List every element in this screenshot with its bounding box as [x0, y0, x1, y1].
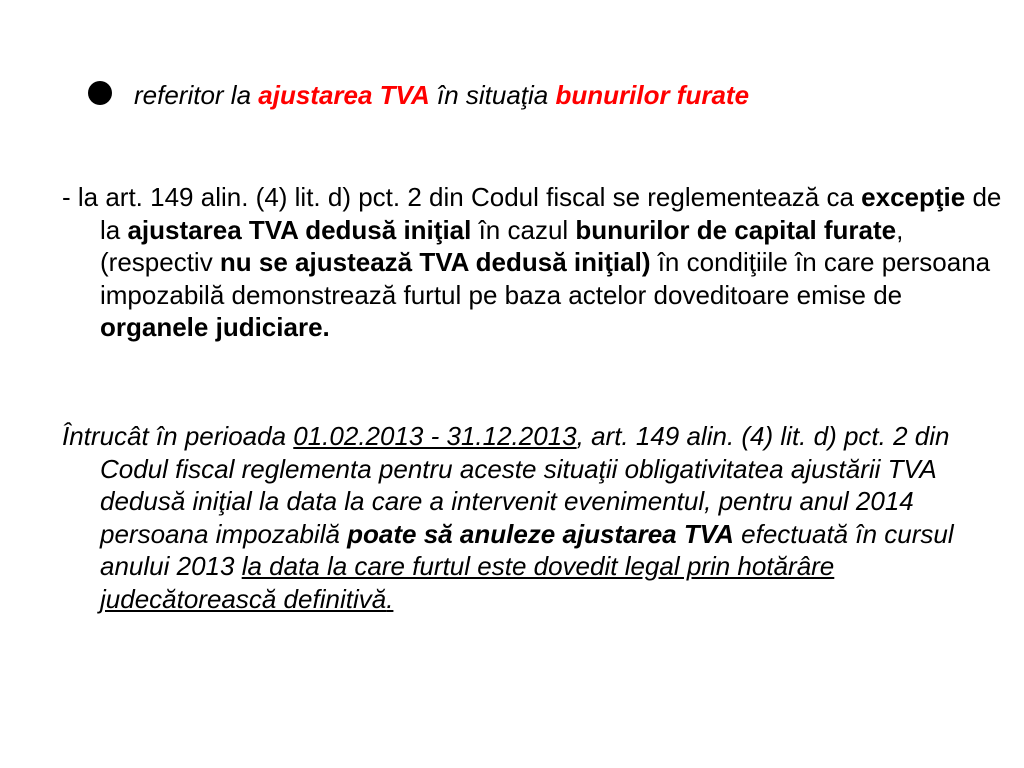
slide-title	[88, 78, 749, 112]
p2-period-dates: 01.02.2013 - 31.12.2013	[293, 421, 577, 451]
title-text-1: referitor la	[134, 80, 259, 110]
p1-text-2: de la	[100, 182, 1002, 245]
p1-bold-3: bunurilor de capital furate	[575, 214, 897, 245]
p1-text-3: în cazul	[471, 214, 576, 245]
paragraph-exception	[62, 181, 1005, 344]
p1-text-5: în condiţiile în care persoana impozabilă demonstrează furtul pe baza actelor doveditoare emise de	[100, 247, 991, 310]
p1-bold-1: excepţie	[861, 182, 966, 212]
p2-underlined-clause: la data la care furtul este dovedit legal prin hotărâre judecătorească definitivă	[100, 551, 835, 614]
title-text-2: în situaţia	[429, 80, 556, 110]
p2-bold-1: poate să anuleze ajustarea TVA	[347, 518, 734, 549]
bullet-icon	[88, 81, 112, 105]
p2-text-1: Întrucât în perioada	[62, 421, 294, 451]
p1-bold-5: organele judiciare.	[100, 312, 330, 342]
p2-final-period: .	[386, 583, 394, 614]
p2-text-3: efectuată în cursul anului 2013	[100, 518, 954, 581]
title-highlight-1: ajustarea TVA	[258, 80, 430, 110]
p2-text-2: , art. 149 alin. (4) lit. d) pct. 2 din Codul fiscal reglementa pentru aceste situaţii obligativitatea ajustării TVA dedusă iniţial la data la care a intervenit evenimentul, pentru anul 2014 persoana impozabilă	[100, 421, 950, 549]
p1-bold-2: ajustarea TVA dedusă iniţial	[127, 214, 472, 245]
paragraph-period	[62, 420, 1005, 615]
p1-text-4: , (respectiv	[100, 214, 904, 277]
p1-bold-4: nu se ajustează TVA dedusă iniţial)	[219, 247, 651, 277]
title-highlight-2: bunurilor furate	[555, 80, 750, 110]
p1-text-1: - la art. 149 alin. (4) lit. d) pct. 2 din Codul fiscal se reglementează ca	[62, 182, 862, 212]
